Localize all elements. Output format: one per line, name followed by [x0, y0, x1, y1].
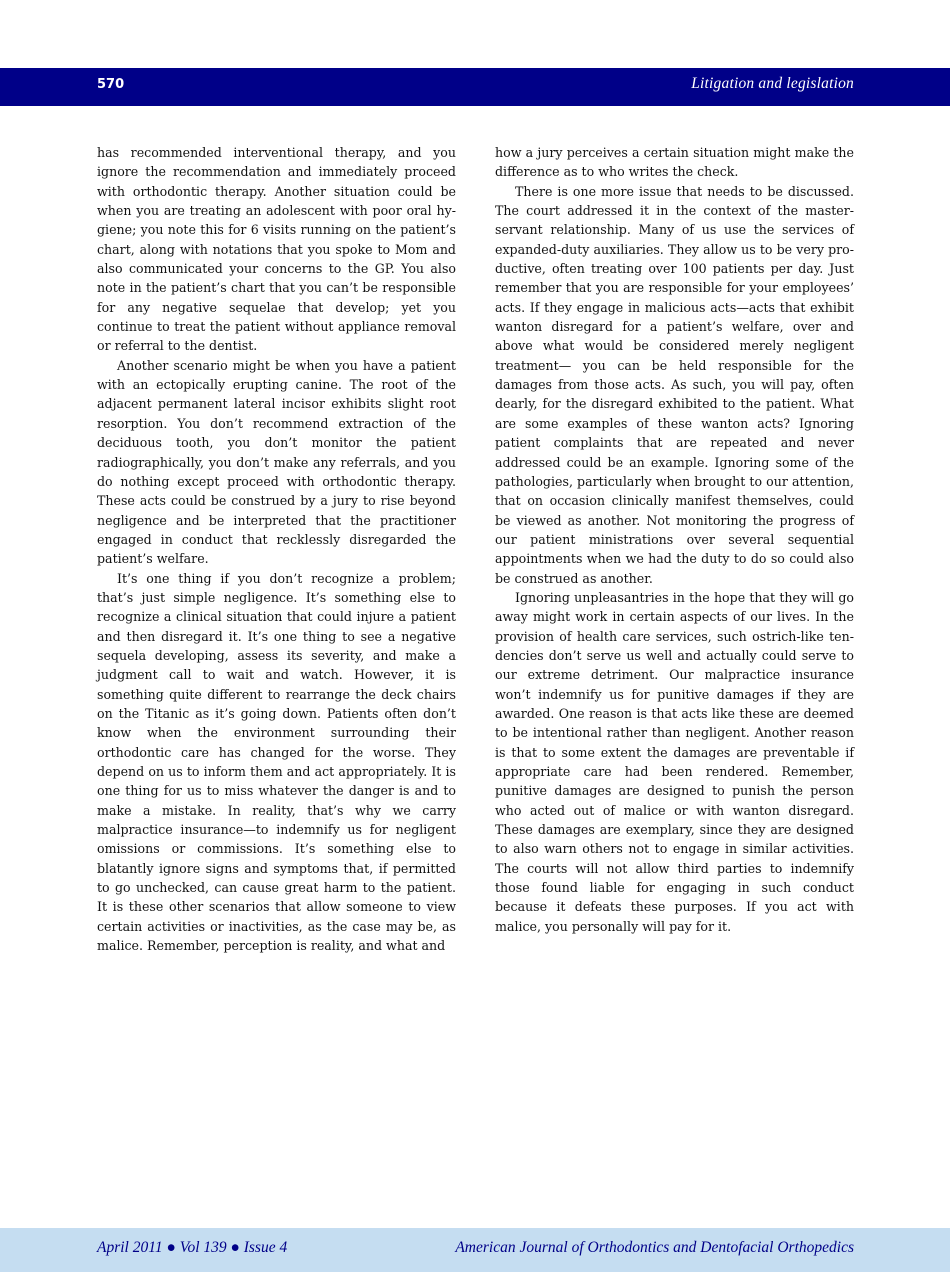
paragraph: how a jury perceives a certain situation might make the difference as to who writes the check.	[495, 145, 854, 180]
page-number: 570	[97, 77, 125, 92]
paragraph: Ignoring unpleasantries in the hope that they will go away might work in certain aspects of our lives. In the provision of health care services, such ostrich-like tendencies don’t serve us well and actually could serve to our extreme detriment. Our malpractice insurance won’t indemnify us for punitive damages if they are awarded. One reason is that acts like these are deemed to be intentional rather than negligent. Another reason is that to some extent the damages are preventable if appropriate care had been rendered. Remember, punitive damages are designed to punish the person who acted out of malice or with wanton disregard. These damages are exemplary, since they are designed to also warn others not to engage in similar activities. The courts will not allow third parties to indemnify those found liable for engaging in such conduct because it defeats these purposes. If you act with malice, you personally will pay for it.	[495, 589, 854, 934]
running-footer	[0, 1228, 950, 1272]
section-title: Litigation and legislation	[691, 75, 854, 92]
right-column	[495, 143, 854, 936]
paragraph: has recommended interventional therapy, and you ignore the recommendation and immediately proceed with orthodontic therapy. Another situation could be when you are treating an adolescent with poor oral hygiene; you note this for 6 visits running on the patient’s chart, along with notations that you spoke to Mom and also communicated your concerns to the GP. You also note in the patient’s chart that you can’t be responsible for any negative sequelae that develop; yet you continue to treat the patient without appliance removal or referral to the dentist.	[97, 145, 456, 354]
journal-name: American Journal of Orthodontics and Dentofacial Orthopedics	[455, 1239, 854, 1256]
paragraph: There is one more issue that needs to be discussed. The court addressed it in the context of the master-servant relationship. Many of us use the services of expanded-duty auxiliaries. They allow us to be very productive, often treating over 100 patients per day. Just remember that you are responsible for your employees’ acts. If they engage in malicious acts—acts that exhibit wanton disregard for a patient’s welfare, over and above what would be considered merely negligent treatment— you can be held responsible for the damages from those acts. As such, you will pay, often dearly, for the disregard exhibited to the patient. What are some examples of these wanton acts? Ignoring patient complaints that are repeated and never addressed could be an example. Ignoring some of the pathologies, particularly when brought to our attention, that on occasion clinically manifest themselves, could be viewed as another. Not monitoring the progress of our patient ministrations over several sequential appointments when we had the duty to do so could also be construed as another.	[495, 183, 854, 586]
paragraph: It’s one thing if you don’t recognize a problem; that’s just simple negligence. It’s something else to recognize a clinical situation that could injure a patient and then disregard it. It’s one thing to see a negative sequela developing, assess its severity, and make a judgment call to wait and watch. However, it is something quite different to rearrange the deck chairs on the Titanic as it’s going down. Patients often don’t know when the environment surrounding their orthodontic care has changed for the worse. They depend on us to inform them and act appropriately. It is one thing for us to miss whatever the danger is and to make a mistake. In reality, that’s why we carry malpractice insurance—to indemnify us for negligent omissions or commissions. It’s something else to blatantly ignore signs and symptoms that, if permitted to go unchecked, can cause great harm to the patient. It is these other scenarios that allow someone to view certain activities or inactivities, as the case may be, as malice. Remember, perception is reality, and what and	[97, 570, 456, 954]
issue-info: April 2011 ● Vol 139 ● Issue 4	[97, 1239, 288, 1256]
paragraph: Another scenario might be when you have a patient with an ectopically erupting canine. The root of the adjacent permanent lateral incisor exhibits slight root resorption. You don’t recommend extraction of the deciduous tooth, you don’t monitor the patient radiographically, you don’t make any referrals, and you do nothing except proceed with orthodontic therapy. These acts could be construed by a jury to rise beyond negligence and be interpreted that the practitioner engaged in conduct that recklessly disregarded the patient’s welfare.	[97, 357, 456, 567]
left-column	[97, 143, 456, 955]
running-header	[0, 68, 950, 106]
